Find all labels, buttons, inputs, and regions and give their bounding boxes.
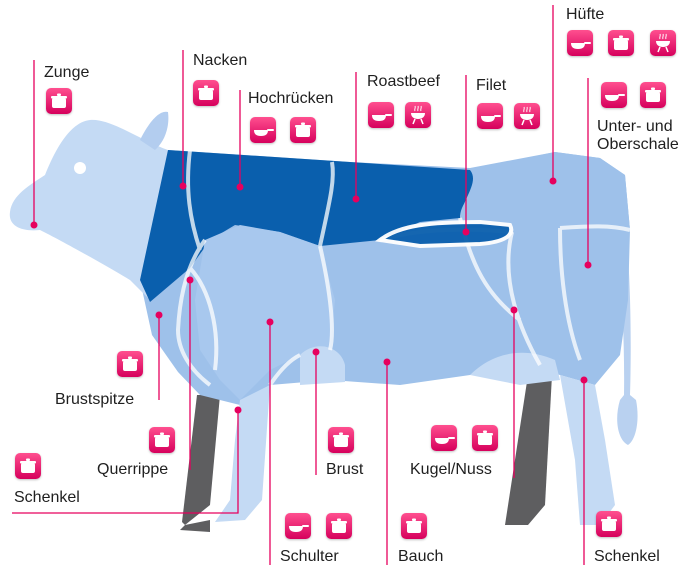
pot-icon xyxy=(117,351,143,377)
front-leg-far xyxy=(182,395,220,525)
label-schenkel-hind: Schenkel xyxy=(594,548,660,565)
label-filet: Filet xyxy=(476,77,507,94)
label-brustspitze: Brustspitze xyxy=(55,391,135,408)
pot-icon xyxy=(328,427,354,453)
pan-icon xyxy=(250,117,276,143)
front-leg-near xyxy=(215,385,270,522)
label-roastbeef: Roastbeef xyxy=(367,73,440,90)
label-nacken: Nacken xyxy=(193,52,248,69)
cow-eye xyxy=(74,162,86,174)
label-unter-oberschale: Unter- und Oberschale xyxy=(597,118,679,153)
pot-icon xyxy=(193,80,219,106)
pan-icon xyxy=(368,102,394,128)
pot-icon xyxy=(290,117,316,143)
label-huefte: Hüfte xyxy=(566,6,605,23)
pan-icon xyxy=(431,425,457,451)
grill-icon xyxy=(650,30,676,56)
label-bauch: Bauch xyxy=(398,548,444,565)
hind-leg-far xyxy=(505,375,552,525)
pan-icon xyxy=(567,30,593,56)
pot-icon xyxy=(401,513,427,539)
pot-icon xyxy=(326,513,352,539)
label-hochruecken: Hochrücken xyxy=(248,90,334,107)
grill-icon xyxy=(514,103,540,129)
pot-icon xyxy=(149,427,175,453)
pot-icon xyxy=(472,425,498,451)
pan-icon xyxy=(285,513,311,539)
label-schulter: Schulter xyxy=(280,548,339,565)
pan-icon xyxy=(601,82,627,108)
grill-icon xyxy=(405,102,431,128)
huefte-region xyxy=(460,152,630,232)
label-zunge: Zunge xyxy=(44,64,90,81)
label-kugel-nuss: Kugel/Nuss xyxy=(410,461,492,478)
pot-icon xyxy=(46,88,72,114)
pot-icon xyxy=(596,511,622,537)
pot-icon xyxy=(15,453,41,479)
pot-icon xyxy=(608,30,634,56)
pan-icon xyxy=(477,103,503,129)
label-querrippe: Querrippe xyxy=(97,461,169,478)
label-schenkel-front: Schenkel xyxy=(14,489,80,506)
hind-leg-near xyxy=(560,375,615,525)
pot-icon xyxy=(640,82,666,108)
label-brust: Brust xyxy=(326,461,364,478)
